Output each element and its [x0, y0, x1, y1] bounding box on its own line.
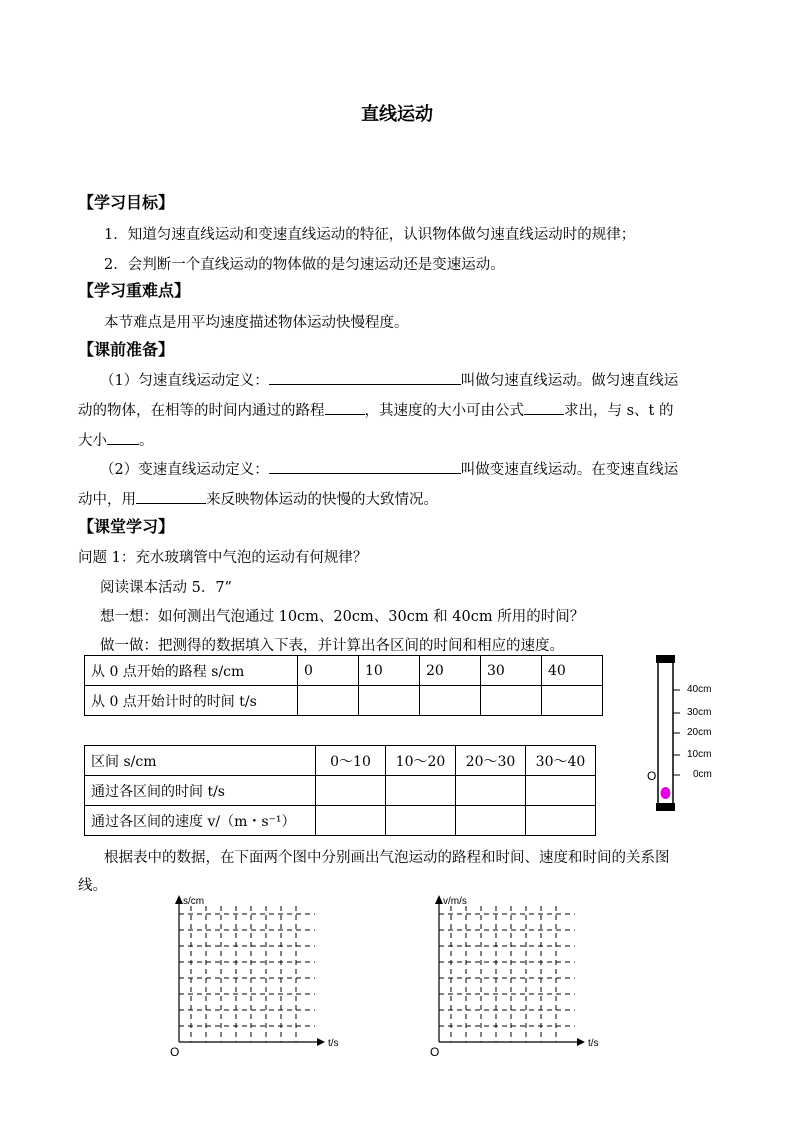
table-cell: 30～40 [526, 746, 596, 776]
table-cell[interactable] [316, 806, 386, 836]
prep-text: 来反映物体运动的快慢的大致情况。 [206, 492, 438, 508]
answer-blank[interactable] [107, 430, 139, 445]
goal-item-2: 2．会判断一个直线运动的物体做的是匀速运动还是变速运动。 [104, 257, 505, 273]
answer-blank[interactable] [269, 459, 461, 474]
origin-label: O [430, 1045, 440, 1059]
answer-blank[interactable] [136, 489, 206, 504]
think-text: 想一想：如何测出气泡通过 10cm、20cm、30cm 和 40cm 所用的时间？ [100, 609, 585, 625]
table-row [85, 686, 603, 716]
glass-tube-figure [640, 652, 720, 816]
s-t-grid [165, 892, 365, 1060]
table-cell: 20～30 [456, 746, 526, 776]
prep-text: ，其速度的大小可由公式 [364, 403, 524, 419]
prep-text: 叫做变速直线运动。在变速直线运 [460, 462, 679, 478]
interval-table [84, 745, 596, 836]
table-cell[interactable] [481, 686, 542, 716]
v-t-graph[interactable] [425, 892, 625, 1060]
distance-time-table [84, 655, 603, 716]
prep-heading: 【课前准备】 [78, 340, 175, 359]
tube-label: 40cm [687, 684, 712, 695]
table-cell[interactable] [542, 686, 603, 716]
table-row [85, 806, 596, 836]
tube-label: 20cm [687, 727, 712, 738]
table-cell[interactable] [316, 776, 386, 806]
table-cell: 0～10 [316, 746, 386, 776]
table-row [85, 776, 596, 806]
tube-label: 10cm [687, 749, 712, 760]
key-heading: 【学习重难点】 [78, 281, 191, 300]
table-cell: 40 [542, 656, 603, 686]
draw-instruction-2: 线。 [78, 878, 107, 894]
x-axis-label: t/s [588, 1038, 599, 1049]
origin-label: O [170, 1045, 180, 1059]
answer-blank[interactable] [269, 370, 461, 385]
x-axis-label: t/s [328, 1038, 339, 1049]
prep-line-4 [100, 458, 678, 479]
table-cell: 通过各区间的时间 t/s [85, 776, 316, 806]
table-cell: 从 0 点开始的路程 s/cm [85, 656, 298, 686]
prep-text: 求出，与 s、t 的 [564, 403, 674, 419]
prep-text: 大小 [78, 433, 107, 449]
tube-origin-label: O [647, 769, 657, 783]
prep-text: 叫做匀速直线运动。做匀速直线运 [460, 373, 679, 389]
key-text: 本节难点是用平均速度描述物体运动快慢程度。 [104, 315, 409, 331]
table-cell: 通过各区间的速度 v/（m・s⁻¹） [85, 806, 316, 836]
prep-line-5 [78, 488, 438, 509]
y-axis-label: v/m/s [443, 896, 467, 907]
table-cell: 从 0 点开始计时的时间 t/s [85, 686, 298, 716]
table-cell[interactable] [456, 776, 526, 806]
do-text: 做一做：把测得的数据填入下表，并计算出各区间的时间和相应的速度。 [100, 638, 564, 654]
table-cell[interactable] [456, 806, 526, 836]
prep-line-2 [78, 399, 674, 420]
tube-label: 0cm [693, 769, 712, 780]
answer-blank[interactable] [325, 400, 365, 415]
table-cell: 30 [481, 656, 542, 686]
draw-instruction-1: 根据表中的数据，在下面两个图中分别画出气泡运动的路程和时间、速度和时间的关系图 [104, 850, 670, 866]
prep-text: 。 [139, 433, 154, 449]
table-cell[interactable] [298, 686, 359, 716]
v-t-grid [425, 892, 625, 1060]
goal-item-1: 1．知道匀速直线运动和变速直线运动的特征，认识物体做匀速直线运动时的规律； [104, 227, 636, 243]
prep-text: （1）匀速直线运动定义： [100, 373, 269, 389]
table-row [85, 746, 596, 776]
prep-text: （2）变速直线运动定义： [100, 462, 269, 478]
tube-label: 30cm [687, 707, 712, 718]
table-cell[interactable] [526, 776, 596, 806]
read-text: 阅读课本活动 5．7” [100, 580, 232, 596]
table-cell: 20 [420, 656, 481, 686]
prep-line-3 [78, 429, 154, 450]
table-cell[interactable] [420, 686, 481, 716]
table-cell[interactable] [359, 686, 420, 716]
s-t-graph[interactable] [165, 892, 365, 1060]
table-cell: 区间 s/cm [85, 746, 316, 776]
table-cell[interactable] [526, 806, 596, 836]
y-axis-label: s/cm [183, 896, 205, 907]
goals-heading: 【学习目标】 [78, 193, 175, 212]
question-1: 问题 1：充水玻璃管中气泡的运动有何规律？ [78, 550, 368, 566]
prep-text: 动中，用 [78, 492, 136, 508]
prep-line-1 [100, 369, 678, 390]
table-cell[interactable] [386, 776, 456, 806]
table-cell: 10～20 [386, 746, 456, 776]
class-heading: 【课堂学习】 [78, 517, 175, 536]
page-title: 直线运动 [361, 104, 433, 125]
table-cell: 10 [359, 656, 420, 686]
table-cell: 0 [298, 656, 359, 686]
table-cell[interactable] [386, 806, 456, 836]
table-row [85, 656, 603, 686]
bubble [661, 787, 671, 799]
answer-blank[interactable] [524, 400, 564, 415]
prep-text: 动的物体，在相等的时间内通过的路程 [78, 403, 325, 419]
